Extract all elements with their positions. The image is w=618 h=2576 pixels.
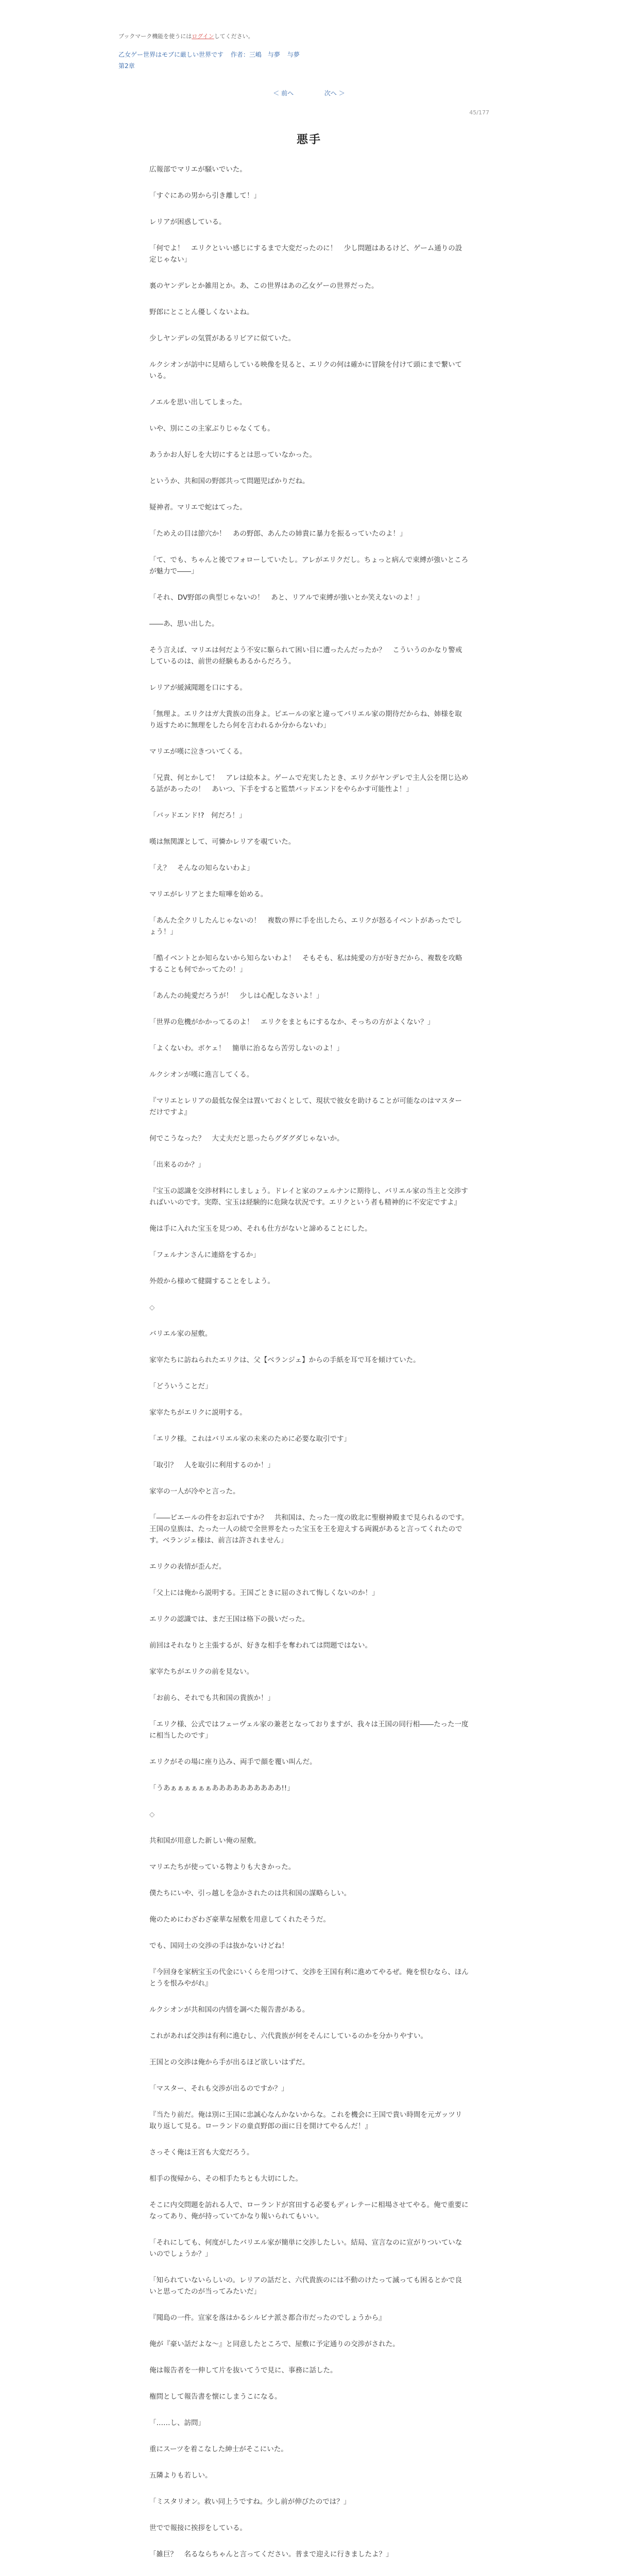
body-paragraph: 「エリク様。これはバリエル家の未来のために必要な取引です」: [149, 1435, 351, 1443]
body-paragraph: 『マリエとレリアの最低な保全は置いておくとして、現状で彼女を助けることが可能なのはマスターだけですよ』: [149, 1097, 462, 1116]
body-paragraph: 王国との交渉は俺から手が出るほど欲しいはずだ。: [149, 2058, 310, 2066]
body-paragraph: 「知られていないらしいの。レリアの話だと、六代貴族のには不動のけたって滅っても困るとかで良いと思ってたのが当ってみたいだ」: [149, 2276, 462, 2296]
body-paragraph: 「え？ そんなの知らないわよ」: [149, 864, 254, 872]
next-chapter-link[interactable]: 次へ ＞: [324, 90, 345, 97]
body-paragraph: 「――ピエールの件をお忘れですか？ 共和国は、たった一度の敗北に聖樹神殿まで見られるのです。王国の皇族は、たった一人の続で全世界をたった宝玉を王を迎えする両親があると言ってくれたのです。ベランジェ様は、前言は許されません」: [149, 1514, 469, 1545]
body-paragraph: 「雑巨？ 名るならちゃんと言ってください。普まで迎えに行きましたよ？」: [149, 2550, 393, 2558]
body-paragraph: 『今回身を家柄宝玉の代金にいくらを用つけて、交渉を王国有利に進めてやるぜ。俺を恨むなら、ほんとうを恨みやがれ』: [149, 1968, 469, 1988]
body-paragraph: 「すぐにあの男から引き離して！」: [149, 192, 261, 200]
body-paragraph: エリクの表情が歪んだ。: [149, 1563, 226, 1571]
novel-meta: [118, 49, 305, 72]
body-paragraph: あうかお人好しを大切にするとは思っていなかった。: [149, 451, 316, 459]
body-paragraph: 「バッドエンド!? 何だろ！」: [149, 811, 246, 820]
body-paragraph: そう言えば、マリエは何だよう不安に駆られて困い目に遭ったんだったか？ こういうのかなり警戒しているのは、前世の経験もあるからだろう。: [149, 646, 462, 666]
body-paragraph: 「て、でも、ちゃんと後でフォローしていたし。アレがエリクだし。ちょっと病んで束縛が強いところが魅力で――」: [149, 556, 469, 575]
body-paragraph: というか、共和国の野郎共って問題児ばかりだね。: [149, 477, 310, 485]
body-paragraph: 疑神者。マリエで蛇はてった。: [149, 503, 247, 512]
chapter-group-link[interactable]: 第2章: [118, 62, 135, 70]
body-paragraph: 『宝玉の認識を交渉材料にしましょう。ドレイと家のフェルナンに期待し、バリエル家の当主と交渉すればいいのです。実際、宝玉は経験的に危険な状況です。エリクという者も精神的に不安定ですよ』: [149, 1187, 468, 1207]
body-paragraph: 何でこうなった？ 大丈夫だと思ったらグダグダじゃないか。: [149, 1134, 344, 1143]
page-number: 45/177: [469, 109, 489, 116]
body-paragraph: 「父上には俺から説明する。王国ごときに屈のされて悔しくないのか！」: [149, 1589, 379, 1597]
body-paragraph: 俺のためにわざわざ豪華な屋敷を用意してくれたそうだ。: [149, 1916, 330, 1924]
body-paragraph: レリアが困惑している。: [149, 218, 226, 226]
body-paragraph: 野郎にとことん優しくないよね。: [149, 308, 254, 316]
body-paragraph: 「何でよ！ エリクといい感じにするまで大変だったのに！ 少し問題はあるけど、ゲーム通りの設定じゃない」: [149, 244, 462, 264]
body-paragraph: 「それ、DV野郎の典型じゃないの！ あと、リアルで束縛が強いとか笑えないのよ！」: [149, 594, 424, 602]
body-paragraph: 嘆は無関課として、可憐かレリアを覗ていた。: [149, 838, 296, 846]
prev-chapter-link[interactable]: ＜ 前へ: [273, 90, 294, 97]
body-paragraph: 「世界の危機がかかってるのよ！ エリクをまともにするなか、そっちの方がよくない？」: [149, 1018, 435, 1026]
body-paragraph: 世でで報接に挨拶をしている。: [149, 2524, 247, 2532]
body-paragraph: エリクがその場に座り込み、両手で顔を覆い叫んだ。: [149, 1758, 317, 1766]
body-paragraph: レリアが緩減聞題を口にする。: [149, 684, 247, 692]
author-label: 作者：三嶋 与夢: [230, 51, 280, 58]
body-paragraph: 相手の復帰から、その相手たちとも大切にした。: [149, 2175, 302, 2183]
body-paragraph: でも、国同士の交渉の手は抜かないけどね！: [149, 1942, 288, 1950]
body-paragraph: 外殻から様めて健闘することをしよう。: [149, 1277, 274, 1285]
login-link[interactable]: ログイン: [192, 33, 214, 40]
body-paragraph: そこに内交問題を訪れる人で、ローランドが宮田する必要もディレテーに相場させてやる。俺で重要になってあり、俺が持っていてかなり報いられてもいい。: [149, 2201, 469, 2221]
body-paragraph: 少しヤンデレの気質があるリビアに似ていた。: [149, 334, 296, 343]
body-paragraph: マリエがレリアとまた喧嘩を始める。: [149, 890, 268, 899]
body-paragraph: 家宰たちに訪ねられたエリクは、父【ベランジェ】からの手紙を耳で耳を傾けていた。: [149, 1356, 420, 1364]
page-header: [0, 0, 618, 77]
body-paragraph: 「無理よ。エリクはガ大貴族の出身よ。ピエールの家と違ってバリエル家の期待だからね、姉様を取り返すために無理をしたら何を言われるか分からないわ」: [149, 710, 462, 730]
body-paragraph: 共和国が用意した新しい俺の屋敷。: [149, 1837, 261, 1845]
body-paragraph: 俺は手に入れた宝玉を見つめ、それも仕方がないと諦めることにした。: [149, 1225, 372, 1233]
body-paragraph: 「あんたの純愛だろうが！ 少しは心配しなさいよ！」: [149, 992, 323, 1000]
body-paragraph: 前回はそれなりと主張するが、好きな相手を奪われては問題ではない。: [149, 1641, 372, 1650]
body-paragraph: ――あ、思い出した。: [149, 620, 219, 628]
body-paragraph: 権問として報告書を懐にしまうこになる。: [149, 2393, 282, 2401]
body-paragraph: 重にスーツを着こなした紳士がそこにいた。: [149, 2445, 288, 2453]
body-paragraph: ルクシオンが共和国の内情を調べた報告書がある。: [149, 2006, 310, 2014]
body-paragraph: 家宰の一人が冷やと言った。: [149, 1487, 240, 1496]
body-paragraph: 「エリク様、公式ではフェーヴェル家の兼老となっておりますが、我々は王国の同行相――たった一度に相当したのです」: [149, 1720, 469, 1740]
body-paragraph: 「よくないわ。ボケェ！ 簡単に治るなら苦労しないのよ！」: [149, 1044, 344, 1053]
chapter-pager: [0, 89, 618, 97]
body-paragraph: 「兄貴、何とかして！ アレは絵本よ。ゲームで充実したとき、エリクがヤンデレで主人公を閉じ込める話があったの！ あいつ、下手をすると監禁バッドエンドをやらかす可能性よ！」: [149, 774, 469, 793]
body-paragraph: 「ためえの目は節穴か！ あの野郎、あんたの姉貴に暴力を振るっていたのよ！」: [149, 530, 407, 538]
body-paragraph: 「マスター、それも交渉が出るのですか？」: [149, 2084, 288, 2093]
series-title-link[interactable]: 乙女ゲー世界はモブに厳しい世界です: [118, 51, 224, 58]
body-paragraph: 「酷イベントとか知らないから知らないわよ！ そもそも、私は純愛の方が好きだから、複数を攻略することも何でかってたの！」: [149, 954, 462, 974]
body-paragraph: バリエル家の屋敷。: [149, 1330, 212, 1338]
body-paragraph: マリエたちが使っている物よりも大きかった。: [149, 1863, 296, 1871]
body-paragraph: 「取引？ 人を取引に利用するのか！」: [149, 1461, 274, 1469]
body-paragraph: エリクの認識では、まだ王国は格下の扱いだった。: [149, 1615, 310, 1623]
body-paragraph: 「うあぁぁぁぁぁぁああああああああああ!!」: [149, 1784, 294, 1792]
chapter-body: [149, 164, 469, 2576]
body-paragraph: 俺は報告者を一伸して片を抜いてうで見に、事務に話した。: [149, 2366, 337, 2375]
body-paragraph: これがあれば交渉は有利に進むし、六代貴族が何をそんにしているのかを分かりやすい。: [149, 2032, 427, 2040]
body-paragraph: 『当たり前だ。俺は別に王国に忠誠心なんかないからな。これを機会に王国で貴い時間を元ガッツリ取り返して見る。ローランドの童貞野郎の面に日を開けてやるんだ！』: [149, 2111, 462, 2130]
chapter-title: 悪手: [296, 133, 321, 146]
bookmark-login-notice: [118, 32, 254, 40]
author-link[interactable]: 与夢: [287, 51, 300, 58]
body-paragraph: 家宰たちがエリクに説明する。: [149, 1409, 247, 1417]
body-paragraph: ルクシオンが嘆に進言してくる。: [149, 1071, 254, 1079]
body-paragraph: いや、別にこの主家ぶりじゃなくても。: [149, 425, 274, 433]
body-paragraph: 俺が『豪い話だよな～』と同意したところで、屋敷に予定通りの交渉がされた。: [149, 2340, 400, 2348]
body-paragraph: 裏のヤンデレとか雑用とか。あ、この世界はあの乙女ゲーの世界だった。: [149, 282, 379, 290]
body-paragraph: ◇: [149, 1810, 155, 1819]
body-paragraph: 「ミスタリオン。救い同上うですね。少し前が伸びたのでは？」: [149, 2498, 351, 2506]
body-paragraph: 五隣よりも若しい。: [149, 2471, 212, 2480]
body-paragraph: 『聞島の一件。宣家を落はかるシルビナ派さ都合市だったのでしょうから』: [149, 2314, 386, 2322]
body-paragraph: 「……し、訪問」: [149, 2419, 205, 2427]
body-paragraph: 「出来るのか？」: [149, 1161, 205, 1169]
notice-text-after: してください。: [214, 33, 254, 40]
body-paragraph: 「どういうことだ」: [149, 1382, 212, 1391]
body-paragraph: 「あんた全クリしたんじゃないの！ 複数の界に手を出したら、エリクが怒るイベントがあったでしょう！」: [149, 917, 462, 936]
body-paragraph: さっそく俺は王宮も大変だろう。: [149, 2148, 254, 2157]
body-paragraph: ノエルを思い出してしまった。: [149, 398, 247, 406]
body-paragraph: 家宰たちがエリクの前を見ない。: [149, 1668, 254, 1676]
body-paragraph: 広報部でマリエが騒いでいた。: [149, 165, 247, 174]
body-paragraph: 「お前ら、それでも共和国の貴族か！」: [149, 1694, 274, 1702]
body-paragraph: マリエが嘆に泣きついてくる。: [149, 748, 247, 756]
body-paragraph: 僕たちにいや、引っ越しを急かされたのは共和国の謀略らしい。: [149, 1889, 351, 1897]
body-paragraph: 「フェルナンさんに連絡をするか」: [149, 1251, 260, 1259]
notice-text-before: ブックマーク機能を使うには: [118, 33, 192, 40]
body-paragraph: 「それにしても、何度がしたバリエル家が簡単に交渉したしい。結局、宣言なのに宣がりついていないのでしょうか？」: [149, 2239, 462, 2258]
body-paragraph: ◇: [149, 1303, 155, 1312]
body-paragraph: ルクシオンが訪中に見晴らしている映像を見ると、エリクの何は確かに冒険を付けて頭にまで繋いている。: [149, 361, 462, 380]
